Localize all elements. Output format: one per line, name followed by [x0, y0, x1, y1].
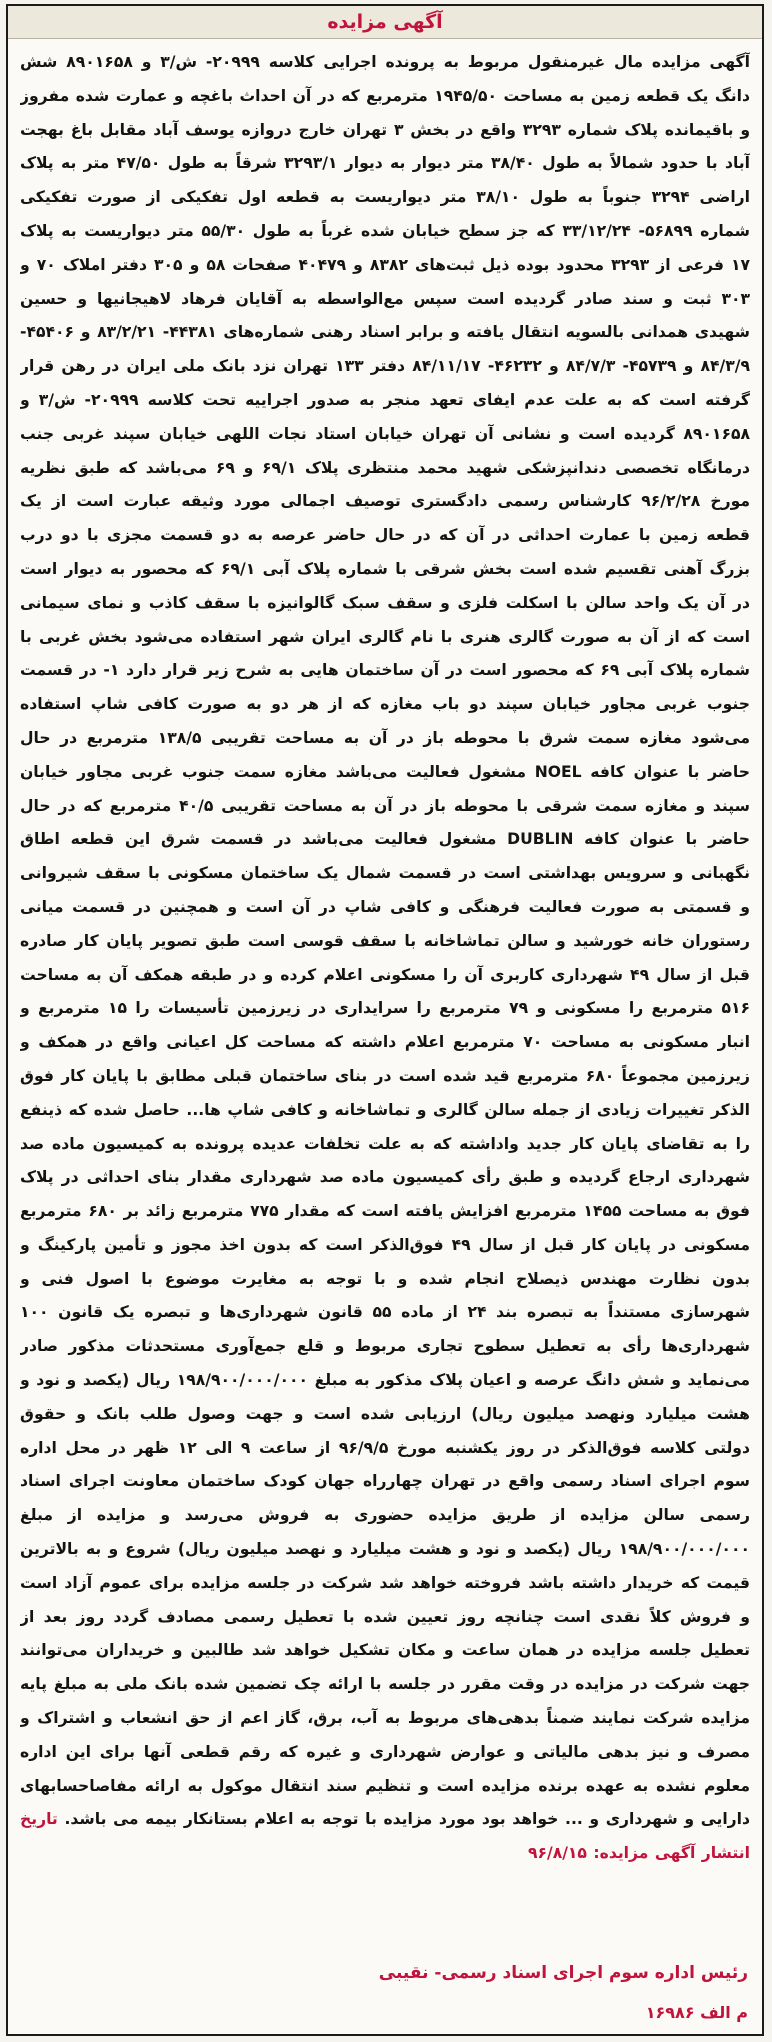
notice-body — [20, 46, 750, 1946]
notice-body-text: آگهی مزایده مال غیرمنقول مربوط به پرونده اجرایی کلاسه ۲۰۹۹۹- ش/۳ و ۸۹۰۱۶۵۸ شش دانگ یک قطعه زمین به مساحت ۱۹۴۵/۵۰ مترمربع که در آن احداث باغچه و عمارت شده مفروز و باقیمانده پلاک شماره ۳۲۹۳ واقع در بخش ۳ تهران خارج دروازه یوسف آباد مقابل باغ بهجت آباد با حدود شمالاً به طول ۳۸/۴۰ متر دیوار به دیوار ۳۲۹۳/۱ شرقاً به طول ۴۷/۵۰ متر به پلاک اراضی ۳۲۹۴ جنوباً به طول ۳۸/۱۰ متر دیواریست به قطعه اول تفکیکی از صورت تفکیکی شماره ۵۶۸۹۹- ۳۳/۱۲/۲۴ که جز سطح خیابان شده غرباً به طول ۵۵/۳۰ متر دیواریست به پلاک ۱۷ فرعی از ۳۲۹۳ محدود بوده ذیل ثبت‌های ۸۳۸۲ و ۴۰۴۷۹ صفحات ۵۸ و ۳۰۵ دفتر املاک ۷۰ و ۳۰۳ ثبت و سند صادر گردیده است سپس مع‌الواسطه به آقایان فرهاد لاهیجانیها و حسین شهیدی همدانی بالسویه انتقال یافته و برابر اسناد رهنی شماره‌های ۴۴۳۸۱- ۸۳/۲/۲۱ و ۴۵۴۰۶- ۸۴/۳/۹ و ۴۵۷۳۹- ۸۴/۷/۳ و ۴۶۲۳۲- ۸۴/۱۱/۱۷ دفتر ۱۳۳ تهران نزد بانک ملی ایران در رهن قرار گرفته است که به علت عدم ایفای تعهد منجر به صدور اجراییه تحت کلاسه ۲۰۹۹۹- ش/۳ و ۸۹۰۱۶۵۸ گردیده است و نشانی آن تهران خیابان استاد نجات اللهی خیابان سپند غربی جنب درمانگاه تخصصی دندانپزشکی شهید محمد منتظری پلاک ۶۹/۱ و ۶۹ می‌باشد که طبق نظریه مورخ ۹۶/۲/۲۸ کارشناس رسمی دادگستری توصیف اجمالی مورد وثیقه عبارت است از یک قطعه زمین با عمارت احداثی در آن که در حال حاضر عرصه به دو قسمت مجزی با دو درب بزرگ آهنی تقسیم شده است بخش شرقی با شماره پلاک آبی ۶۹/۱ که محصور به دیوار است در آن یک واحد سالن با اسکلت فلزی و سقف سبک گالوانیزه با سقف کاذب و نمای سیمانی است که از آن به صورت گالری هنری با نام گالری ایران شهر استفاده می‌شود بخش غربی با شماره پلاک آبی ۶۹ که محصور است در آن ساختمان هایی به شرح زیر قرار دارد ۱- در قسمت جنوب غربی مجاور خیابان سپند دو باب مغازه که از هر دو به صورت کافی شاپ استفاده می‌شود مغازه سمت شرق با محوطه باز در آن به مساحت تقریبی ۱۳۸/۵ مترمربع در حال حاضر با عنوان کافه NOEL مشغول فعالیت می‌باشد مغازه سمت جنوب غربی مجاور خیابان سپند و مغازه سمت شرقی با محوطه باز در آن به مساحت تقریبی ۴۰/۵ مترمربع که در حال حاضر با عنوان کافه DUBLIN مشغول فعالیت می‌باشد در قسمت شرق این قطعه اطاق نگهبانی و سرویس بهداشتی است در قسمت شمال یک ساختمان مسکونی با سقف شیروانی و قسمتی به صورت فعالیت فرهنگی و کافی شاپ در آن است و همچنین در قسمت میانی رستوران خانه خورشید و سالن تماشاخانه با سقف قوسی است طبق تصویر پایان کار صادره قبل از سال ۴۹ شهرداری کاربری آن را مسکونی اعلام کرده و در طبقه همکف آن به مساحت ۵۱۶ مترمربع را مسکونی و ۷۹ مترمربع را سرایداری در زیرزمین تأسیسات را ۱۵ مترمربع و انبار مسکونی به مساحت ۷۰ مترمربع اعلام داشته که مساحت کل اعیانی واقع در همکف و زیرزمین مجموعاً ۶۸۰ مترمربع قید شده است در بنای ساختمان قبلی مطابق با پایان کار فوق الذکر تغییرات زیادی از جمله سالن گالری و تماشاخانه و کافی شاپ ها... حاصل شده که ذینفع را به تقاضای پایان کار جدید واداشته که به علت تخلفات عدیده پرونده به کمیسیون ماده صد شهرداری ارجاع گردیده و طبق رأی کمیسیون ماده صد شهرداری مقدار بنای احداثی در پلاک فوق به مساحت ۱۴۵۵ مترمربع افزایش یافته است که مقدار ۷۷۵ مترمربع زائد بر ۶۸۰ مترمربع مسکونی در پایان کار قبل از سال ۴۹ فوق‌الذکر است که بدون اخذ مجوز و تأمین پارکینگ و بدون نظارت مهندس ذیصلاح انجام شده و با توجه به مغایرت موضوع با اصول فنی و شهرسازی مستنداً به تبصره بند ۲۴ از ماده ۵۵ قانون شهرداری‌ها و تبصره یک قانون ۱۰۰ شهرداری‌ها رأی به تعطیل سطوح تجاری مربوط و قلع جمع‌آوری مستحدثات مذکور صادر می‌نماید و شش دانگ عرصه و اعیان پلاک مذکور به مبلغ ۱۹۸/۹۰۰/۰۰۰/۰۰۰ ریال (یکصد و نود و هشت میلیارد ونهصد میلیون ریال) ارزیابی شده است و جهت وصول طلب بانک و حقوق دولتی کلاسه فوق‌الذکر در روز یکشنبه مورخ ۹۶/۹/۵ از ساعت ۹ الی ۱۲ ظهر در محل اداره سوم اجرای اسناد رسمی واقع در تهران چهارراه جهان کودک ساختمان معاونت اجرای اسناد رسمی سالن مزایده از طریق مزایده حضوری به فروش می‌رسد و مزایده از مبلغ ۱۹۸/۹۰۰/۰۰۰/۰۰۰ ریال (یکصد و نود و هشت میلیارد و نهصد میلیون ریال) شروع و به بالاترین قیمت که خریدار داشته باشد فروخته خواهد شد شرکت در جلسه مزایده برای عموم آزاد است و فروش کلاً نقدی است چنانچه روز تعیین شده با تعطیل رسمی مصادف گردد روز بعد از تعطیل جلسه مزایده در همان ساعت و مکان تشکیل خواهد شد طالبین و خریداران می‌توانند جهت شرکت در مزایده در وقت مقرر در جلسه با ارائه چک تضمین شده بانک ملی به مبلغ پایه مزایده شرکت نمایند ضمناً بدهی‌های مربوط به آب، برق، گاز اعم از حق انشعاب و اشتراک و مصرف و نیز بدهی مالیاتی و عوارض شهرداری و غیره که رقم قطعی آنها برای این اداره معلوم نشده به عهده برنده مزایده است و تنظیم سند انتقال موکول به ارائه مفاصاحسابهای دارایی و شهرداری و ... خواهد بود مورد مزایده با توجه به اعلام بستانکار بیمه می باشد. — [20, 53, 750, 1829]
signature-line: رئیس اداره سوم اجرای اسناد رسمی- نقیبی — [378, 1963, 748, 1983]
publish-date: تاریخ انتشار آگهی مزایده: ۹۶/۸/۱۵ — [20, 1810, 750, 1863]
reference-code: م الف ۱۶۹۸۶ — [645, 2003, 748, 2022]
notice-title: آگهی مزایده — [327, 11, 443, 33]
notice-frame — [6, 4, 764, 2036]
